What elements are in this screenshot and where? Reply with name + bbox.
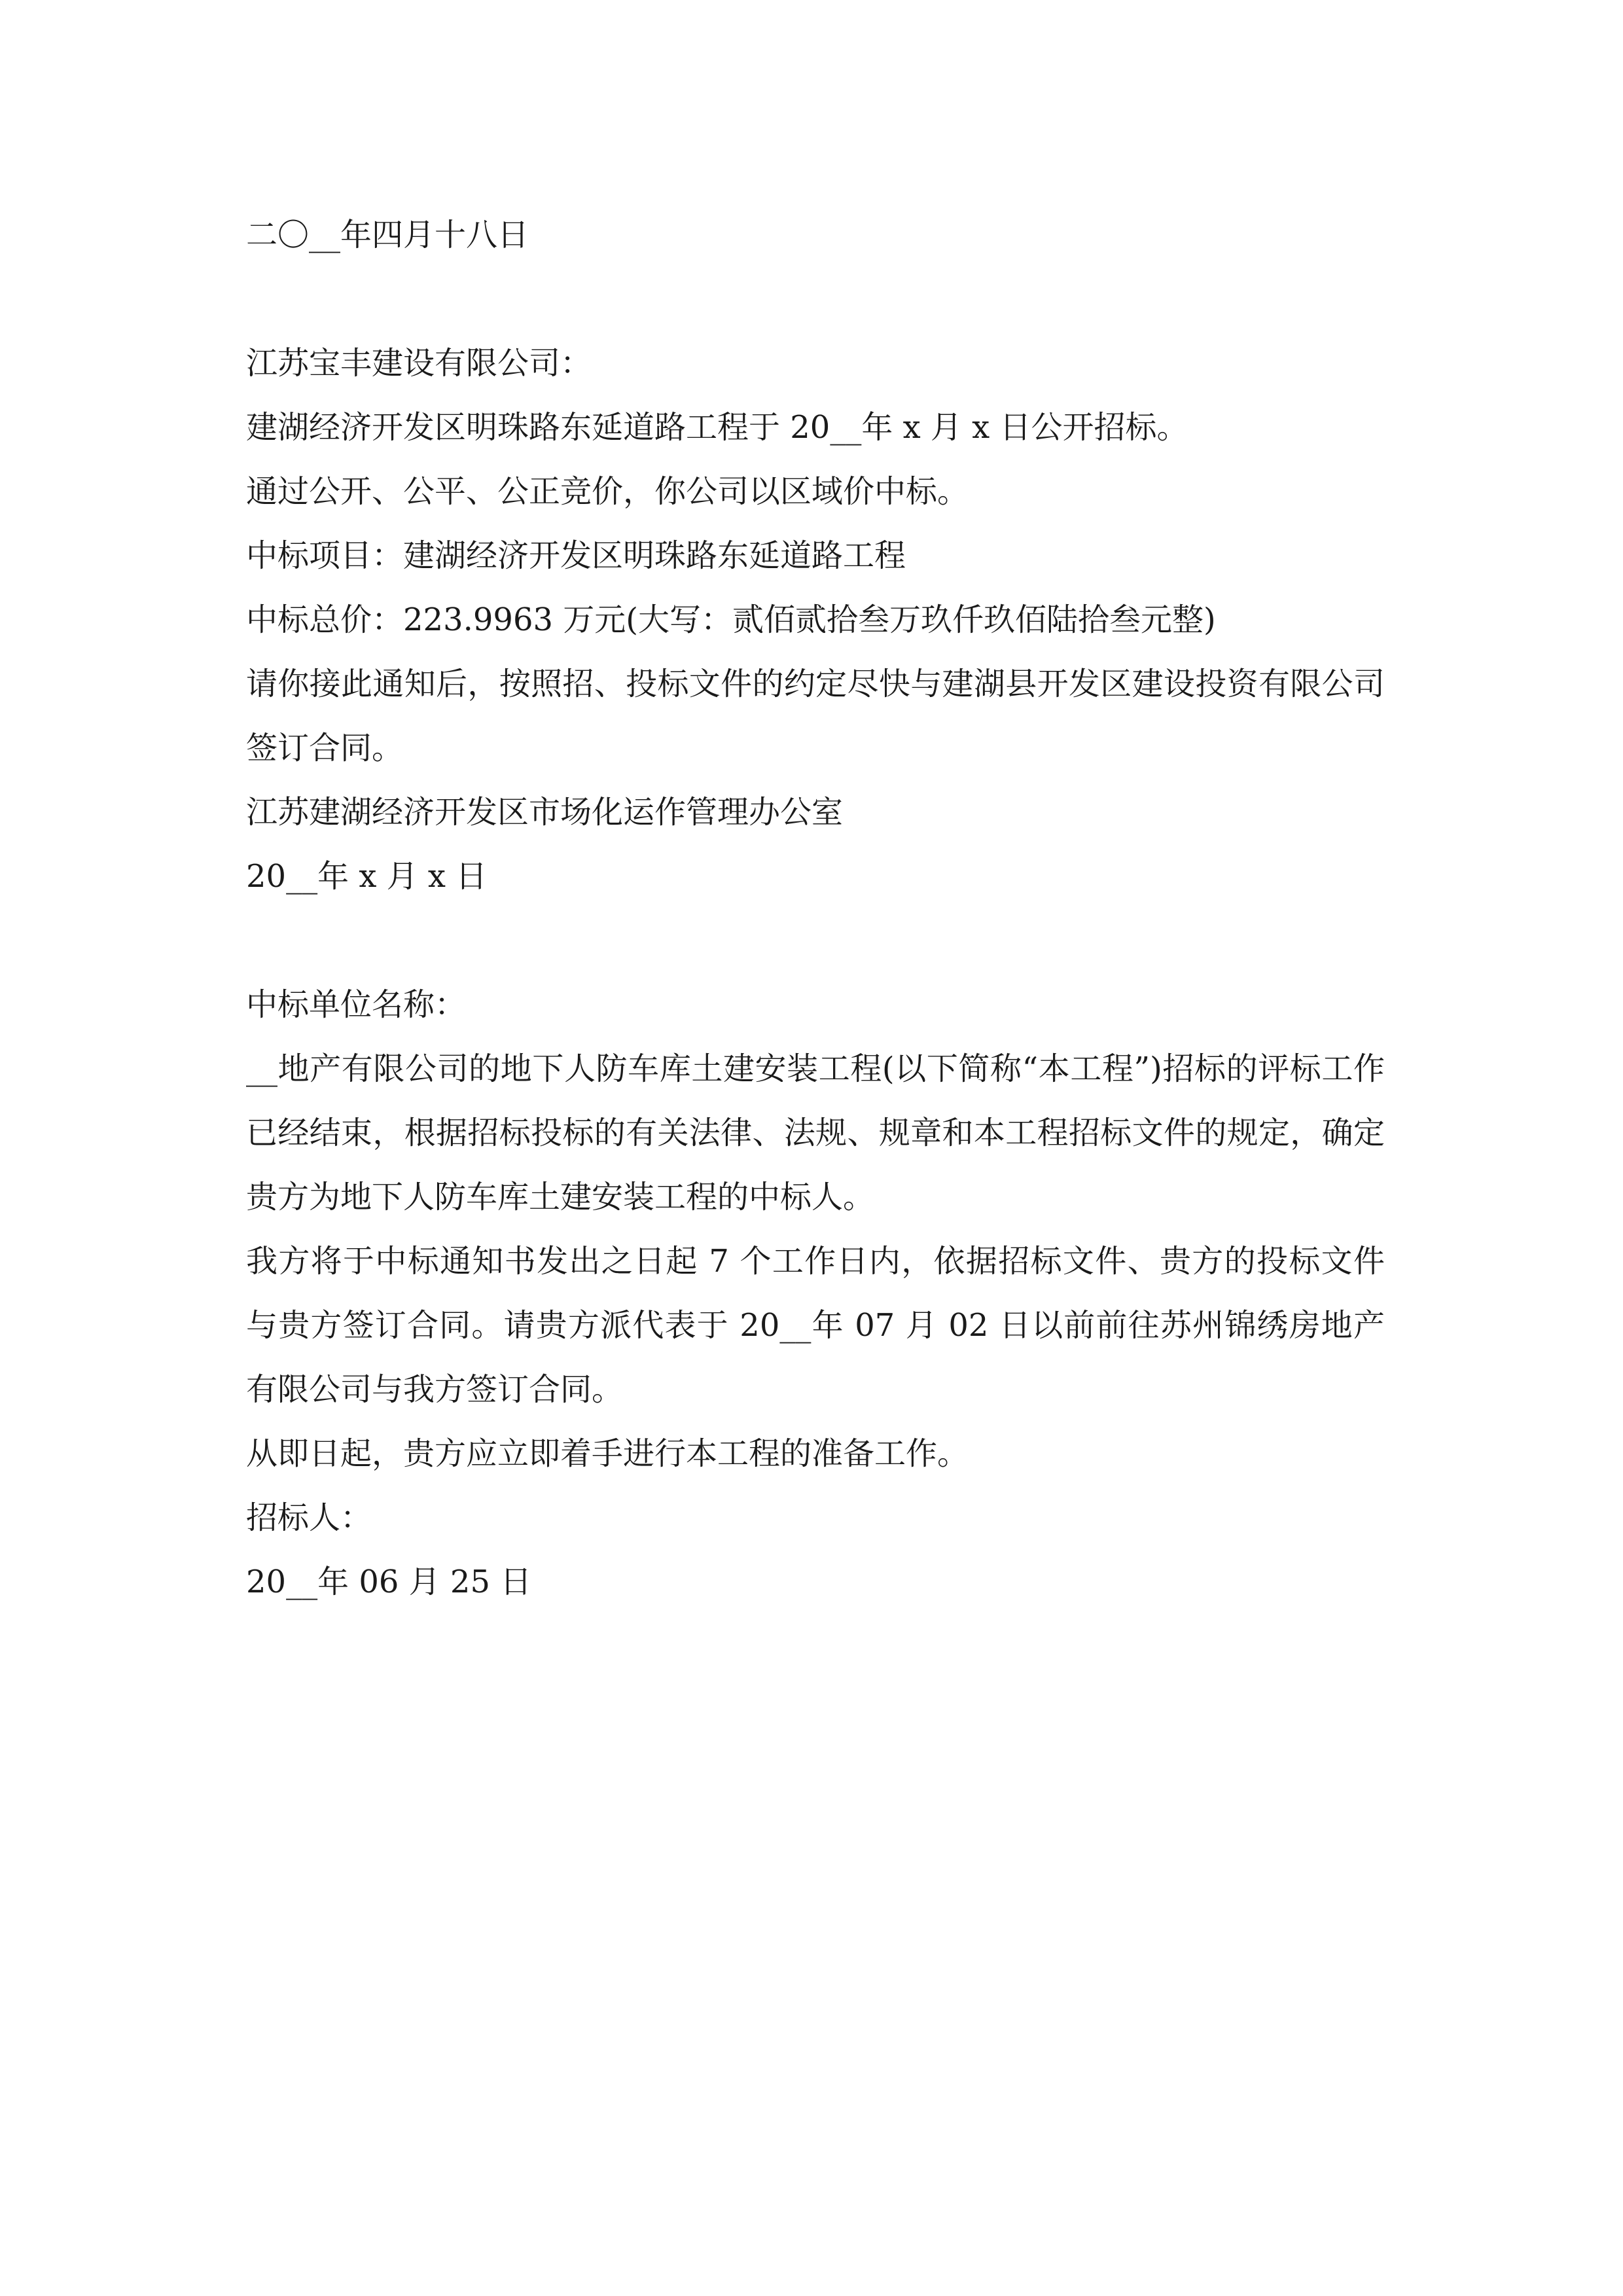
notice1-date-top: 二〇__年四月十八日 — [246, 217, 529, 253]
notice1-price: 中标总价：223.9963 万元(大写：贰佰贰拾叁万玖仟玖佰陆拾叁元整) — [246, 601, 1216, 638]
document-body — [246, 203, 1385, 1614]
notice2-unit-label: 中标单位名称： — [246, 986, 467, 1023]
notice2-paragraph-1: __地产有限公司的地下人防车库土建安装工程(以下简称“本工程”)招标的评标工作已经结束，根据招标投标的有关法律、法规、规章和本工程招标文件的规定，确定贵方为地下人防车库土建安装工程的中标人。 — [246, 1050, 1385, 1215]
spacer — [246, 908, 1385, 973]
notice1-date-bottom: 20__年 x 月 x 日 — [246, 858, 488, 895]
notice1-issuer: 江苏建湖经济开发区市场化运作管理办公室 — [246, 794, 844, 831]
notice2-date: 20__年 06 月 25 日 — [246, 1564, 532, 1600]
notice1-tender-line: 建湖经济开发区明珠路东延道路工程于 20__年 x 月 x 日公开招标。 — [246, 409, 1188, 446]
notice1-instruction: 请你接此通知后，按照招、投标文件的约定尽快与建湖县开发区建设投资有限公司签订合同。 — [246, 666, 1385, 766]
notice1-addressee: 江苏宝丰建设有限公司： — [246, 345, 592, 382]
notice2-paragraph-2: 我方将于中标通知书发出之日起 7 个工作日内，依据招标文件、贵方的投标文件与贵方签订合同。请贵方派代表于 20__年 07 月 02 日以前前往苏州锦绣房地产有限公司与我方签订合同。 — [246, 1243, 1385, 1408]
notice2-paragraph-3: 从即日起，贵方应立即着手进行本工程的准备工作。 — [246, 1435, 969, 1472]
spacer — [246, 267, 1385, 331]
notice1-result-line: 通过公开、公平、公正竞价，你公司以区域价中标。 — [246, 473, 969, 510]
notice2-tenderer: 招标人： — [246, 1499, 372, 1536]
notice1-project: 中标项目：建湖经济开发区明珠路东延道路工程 — [246, 537, 906, 574]
